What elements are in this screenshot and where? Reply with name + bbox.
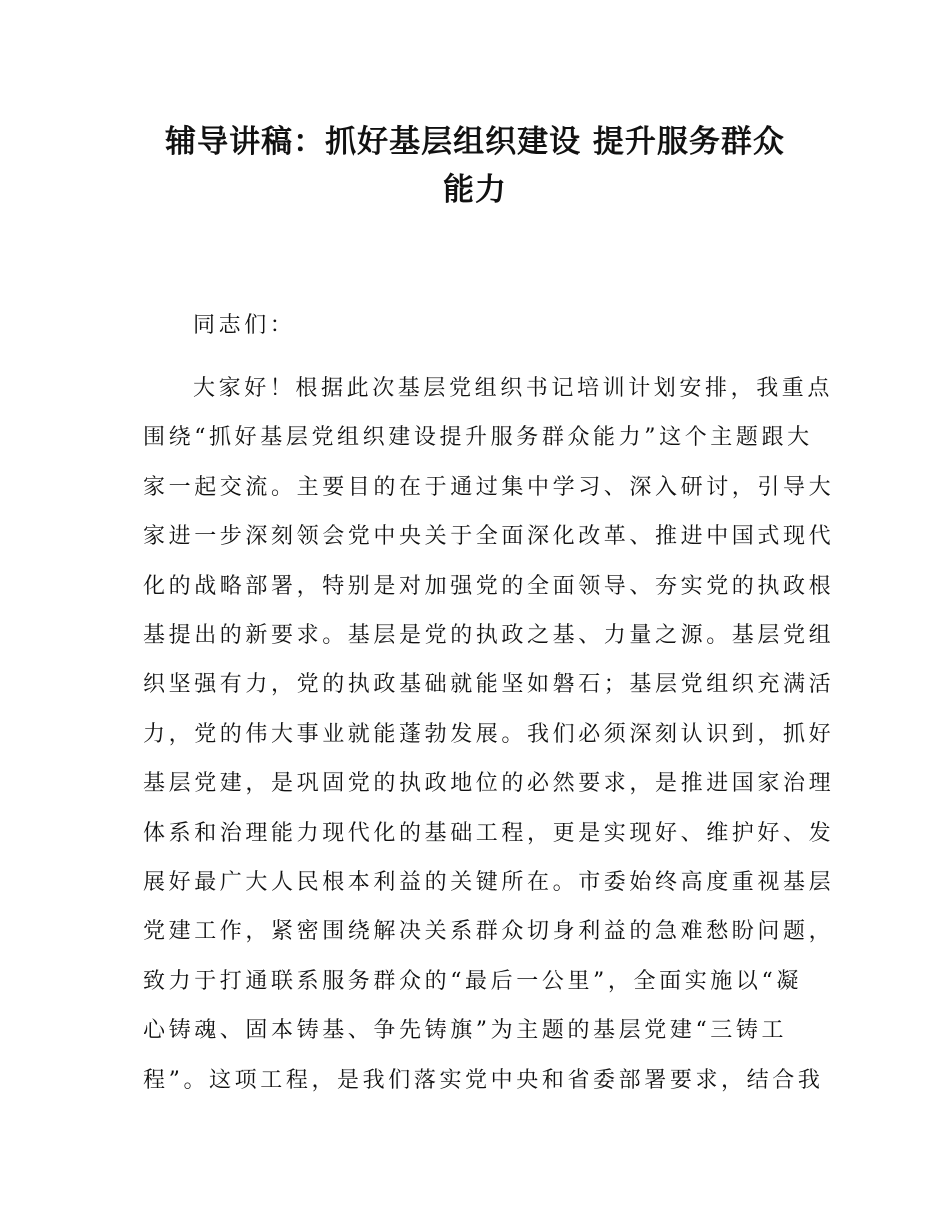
body-line: 体系和治理能力现代化的基础工程，更是实现好、维护好、发 — [143, 820, 835, 846]
body-line: 基层党建，是巩固党的执政地位的必然要求，是推进国家治理 — [143, 771, 835, 797]
body-line: 程”。这项工程，是我们落实党中央和省委部署要求，结合我 — [143, 1067, 824, 1093]
body-line: 力，党的伟大事业就能蓬勃发展。我们必须深刻认识到，抓好 — [143, 721, 835, 747]
document-title-line-1: 辅导讲稿：抓好基层组织建设 提升服务群众 — [165, 124, 785, 160]
salutation: 同志们： — [193, 313, 296, 338]
body-line: 大家好！根据此次基层党组织书记培训计划安排，我重点 — [193, 376, 834, 401]
body-line: 家进一步深刻领会党中央关于全面深化改革、推进中国式现代 — [143, 524, 835, 550]
body-line: 围绕“抓好基层党组织建设提升服务群众能力”这个主题跟大 — [143, 425, 813, 451]
body-line: 心铸魂、固本铸基、争先铸旗”为主题的基层党建“三铸工 — [143, 1018, 788, 1044]
document-title-line-2: 能力 — [443, 172, 507, 208]
body-line: 致力于打通联系服务群众的“最后一公里”，全面实施以“凝 — [143, 968, 802, 994]
body-line: 家一起交流。主要目的在于通过集中学习、深入研讨，引导大 — [143, 474, 835, 500]
body-line: 化的战略部署，特别是对加强党的全面领导、夯实党的执政根 — [143, 573, 835, 599]
body-line: 党建工作，紧密围绕解决关系群众切身利益的急难愁盼问题， — [143, 919, 835, 945]
body-line: 展好最广大人民根本利益的关键所在。市委始终高度重视基层 — [143, 870, 835, 895]
body-line: 织坚强有力，党的执政基础就能坚如磐石；基层党组织充满活 — [143, 672, 835, 698]
body-line: 基提出的新要求。基层是党的执政之基、力量之源。基层党组 — [143, 623, 835, 648]
